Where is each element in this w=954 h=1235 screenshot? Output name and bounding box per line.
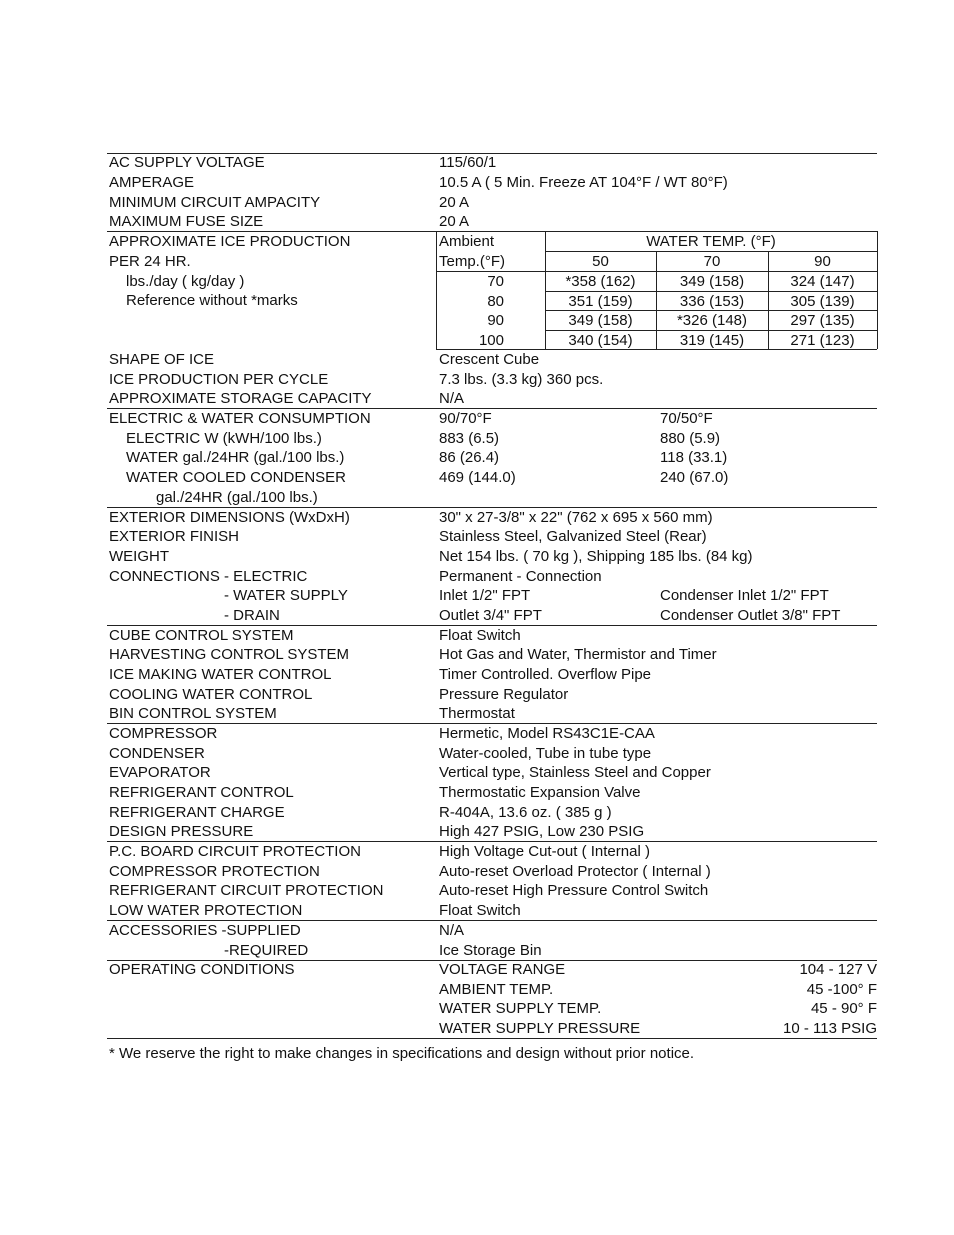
spec-value: R-404A, 13.6 oz. ( 385 g ) <box>439 804 612 821</box>
spec-label: MINIMUM CIRCUIT AMPACITY <box>109 194 321 211</box>
spec-value: Float Switch <box>439 902 521 919</box>
spec-value: Timer Controlled. Overflow Pipe <box>439 666 652 683</box>
bottom-rule <box>107 1038 877 1039</box>
spec-label: gal./24HR (gal./100 lbs.) <box>156 489 318 506</box>
spec-value: 86 (26.4) <box>439 449 500 466</box>
spec-value: Hermetic, Model RS43C1E-CAA <box>439 725 655 742</box>
spec-value: Ice Storage Bin <box>439 942 542 959</box>
spec-label: PER 24 HR. <box>109 253 191 270</box>
spec-value: Outlet 3/4" FPT <box>439 607 542 624</box>
spec-value: High 427 PSIG, Low 230 PSIG <box>439 823 645 840</box>
spec-value-alt: 880 (5.9) <box>660 430 721 447</box>
spec-label: APPROXIMATE STORAGE CAPACITY <box>109 390 372 407</box>
spec-label: EXTERIOR FINISH <box>109 528 240 545</box>
production-cell: 271 (123) <box>790 332 855 349</box>
section-divider <box>107 625 877 626</box>
footnote: * We reserve the right to make changes in specifications and design without prior notice. <box>109 1045 695 1062</box>
spec-label: DESIGN PRESSURE <box>109 823 254 840</box>
spec-value-alt: Condenser Inlet 1/2" FPT <box>660 587 829 604</box>
spec-label: MAXIMUM FUSE SIZE <box>109 213 264 230</box>
spec-value: 883 (6.5) <box>439 430 500 447</box>
spec-label: ELECTRIC W (kWH/100 lbs.) <box>126 430 322 447</box>
spec-value: Auto-reset Overload Protector ( Internal ) <box>439 863 711 880</box>
spec-range: 104 - 127 V <box>799 961 877 978</box>
production-cell: 319 (145) <box>679 332 745 349</box>
water-temp-column: 50 <box>592 253 609 270</box>
spec-value: N/A <box>439 390 465 407</box>
production-cell: 349 (158) <box>568 312 633 329</box>
spec-value: 20 A <box>439 213 470 230</box>
spec-label: AMPERAGE <box>109 174 195 191</box>
spec-label: - DRAIN <box>224 607 280 624</box>
spec-value: Inlet 1/2" FPT <box>439 587 531 604</box>
spec-label: ELECTRIC & WATER CONSUMPTION <box>109 410 371 427</box>
spec-value: VOLTAGE RANGE <box>439 961 566 978</box>
spec-label: REFRIGERANT CONTROL <box>109 784 294 801</box>
production-cell: *358 (162) <box>565 273 636 290</box>
spec-label: -REQUIRED <box>224 942 309 959</box>
ice-table-header-rule <box>545 251 877 252</box>
spec-range: 45 - 90° F <box>810 1000 877 1017</box>
spec-label: REFRIGERANT CHARGE <box>109 804 285 821</box>
spec-value: Vertical type, Stainless Steel and Copper <box>439 764 711 781</box>
spec-value: 7.3 lbs. (3.3 kg) 360 pcs. <box>439 371 604 388</box>
spec-value: 469 (144.0) <box>439 469 516 486</box>
spec-value: Float Switch <box>439 627 521 644</box>
spec-value: WATER SUPPLY TEMP. <box>439 1000 602 1017</box>
ambient-temp-cell: 90 <box>487 312 504 329</box>
section-divider <box>107 723 877 724</box>
spec-value: Permanent - Connection <box>439 568 602 585</box>
ambient-temp-cell: 100 <box>478 332 504 349</box>
spec-value: Pressure Regulator <box>439 686 569 703</box>
production-cell: *326 (148) <box>676 312 748 329</box>
spec-value: AMBIENT TEMP. <box>439 981 554 998</box>
spec-label: WEIGHT <box>109 548 169 565</box>
spec-value: Stainless Steel, Galvanized Steel (Rear) <box>439 528 707 545</box>
spec-label: WATER COOLED CONDENSER <box>126 469 347 486</box>
spec-label: EVAPORATOR <box>109 764 211 781</box>
spec-label: LOW WATER PROTECTION <box>109 902 303 919</box>
water-temp-column: 90 <box>814 253 831 270</box>
spec-value: 10.5 A ( 5 Min. Freeze AT 104°F / WT 80°F) <box>439 174 728 191</box>
spec-value: 115/60/1 <box>439 154 497 171</box>
spec-label: Reference without *marks <box>126 292 298 309</box>
spec-value: 20 A <box>439 194 470 211</box>
spec-value: Thermostatic Expansion Valve <box>439 784 641 801</box>
spec-label: CUBE CONTROL SYSTEM <box>109 627 294 644</box>
spec-label: EXTERIOR DIMENSIONS (WxDxH) <box>109 509 350 526</box>
spec-label: ICE PRODUCTION PER CYCLE <box>109 371 329 388</box>
spec-label: OPERATING CONDITIONS <box>109 961 295 978</box>
section-divider <box>107 231 877 232</box>
spec-value: High Voltage Cut-out ( Internal ) <box>439 843 650 860</box>
spec-value-alt: 70/50°F <box>660 410 713 427</box>
spec-label: COMPRESSOR PROTECTION <box>109 863 320 880</box>
spec-value: Crescent Cube <box>439 351 540 368</box>
section-divider <box>107 920 877 921</box>
spec-label: lbs./day ( kg/day ) <box>126 273 245 290</box>
temp-header: Temp.(°F) <box>439 253 505 270</box>
spec-value: Thermostat <box>439 705 515 722</box>
spec-value: Hot Gas and Water, Thermistor and Timer <box>439 646 717 663</box>
ambient-temp-cell: 70 <box>487 273 504 290</box>
section-divider <box>107 841 877 842</box>
spec-value: Net 154 lbs. ( 70 kg ), Shipping 185 lbs. (84 kg) <box>439 548 753 565</box>
spec-label: ACCESSORIES -SUPPLIED <box>109 922 301 939</box>
spec-label: P.C. BOARD CIRCUIT PROTECTION <box>109 843 361 860</box>
production-cell: 351 (159) <box>568 293 633 310</box>
spec-value: Water-cooled, Tube in tube type <box>439 745 652 762</box>
spec-range: 10 - 113 PSIG <box>783 1020 877 1037</box>
ambient-temp-cell: 80 <box>487 293 504 310</box>
spec-value-alt: 240 (67.0) <box>660 469 729 486</box>
water-temp-column: 70 <box>703 253 721 270</box>
production-cell: 305 (139) <box>790 293 855 310</box>
spec-value: 90/70°F <box>439 410 492 427</box>
spec-label: SHAPE OF ICE <box>109 351 215 368</box>
spec-value: Auto-reset High Pressure Control Switch <box>439 882 709 899</box>
spec-range: 45 -100° F <box>806 981 877 998</box>
spec-label: AC SUPPLY VOLTAGE <box>109 154 265 171</box>
spec-label: BIN CONTROL SYSTEM <box>109 705 277 722</box>
spec-label: HARVESTING CONTROL SYSTEM <box>109 646 350 663</box>
spec-value-alt: 118 (33.1) <box>660 449 728 466</box>
spec-value-alt: Condenser Outlet 3/8" FPT <box>660 607 841 624</box>
production-cell: 336 (153) <box>679 293 745 310</box>
spec-label: - WATER SUPPLY <box>224 587 348 604</box>
water-temp-header: WATER TEMP. (°F) <box>646 233 776 250</box>
spec-label: COMPRESSOR <box>109 725 218 742</box>
section-divider <box>107 408 877 409</box>
ice-table-right-border <box>877 231 878 349</box>
production-cell: 349 (158) <box>679 273 745 290</box>
spec-value: 30" x 27-3/8" x 22" (762 x 695 x 560 mm) <box>439 509 713 526</box>
production-cell: 297 (135) <box>790 312 855 329</box>
section-divider <box>107 507 877 508</box>
spec-label: APPROXIMATE ICE PRODUCTION <box>109 233 351 250</box>
spec-label: COOLING WATER CONTROL <box>109 686 313 703</box>
spec-value: WATER SUPPLY PRESSURE <box>439 1020 641 1037</box>
ambient-header: Ambient <box>439 233 495 250</box>
spec-label: REFRIGERANT CIRCUIT PROTECTION <box>109 882 384 899</box>
spec-label: WATER gal./24HR (gal./100 lbs.) <box>126 449 345 466</box>
spec-value: N/A <box>439 922 465 939</box>
production-cell: 340 (154) <box>568 332 633 349</box>
ice-table-body-rule <box>436 271 877 272</box>
spec-label: CONDENSER <box>109 745 205 762</box>
production-cell: 324 (147) <box>790 273 855 290</box>
spec-label: CONNECTIONS - ELECTRIC <box>109 568 308 585</box>
spec-label: ICE MAKING WATER CONTROL <box>109 666 332 683</box>
